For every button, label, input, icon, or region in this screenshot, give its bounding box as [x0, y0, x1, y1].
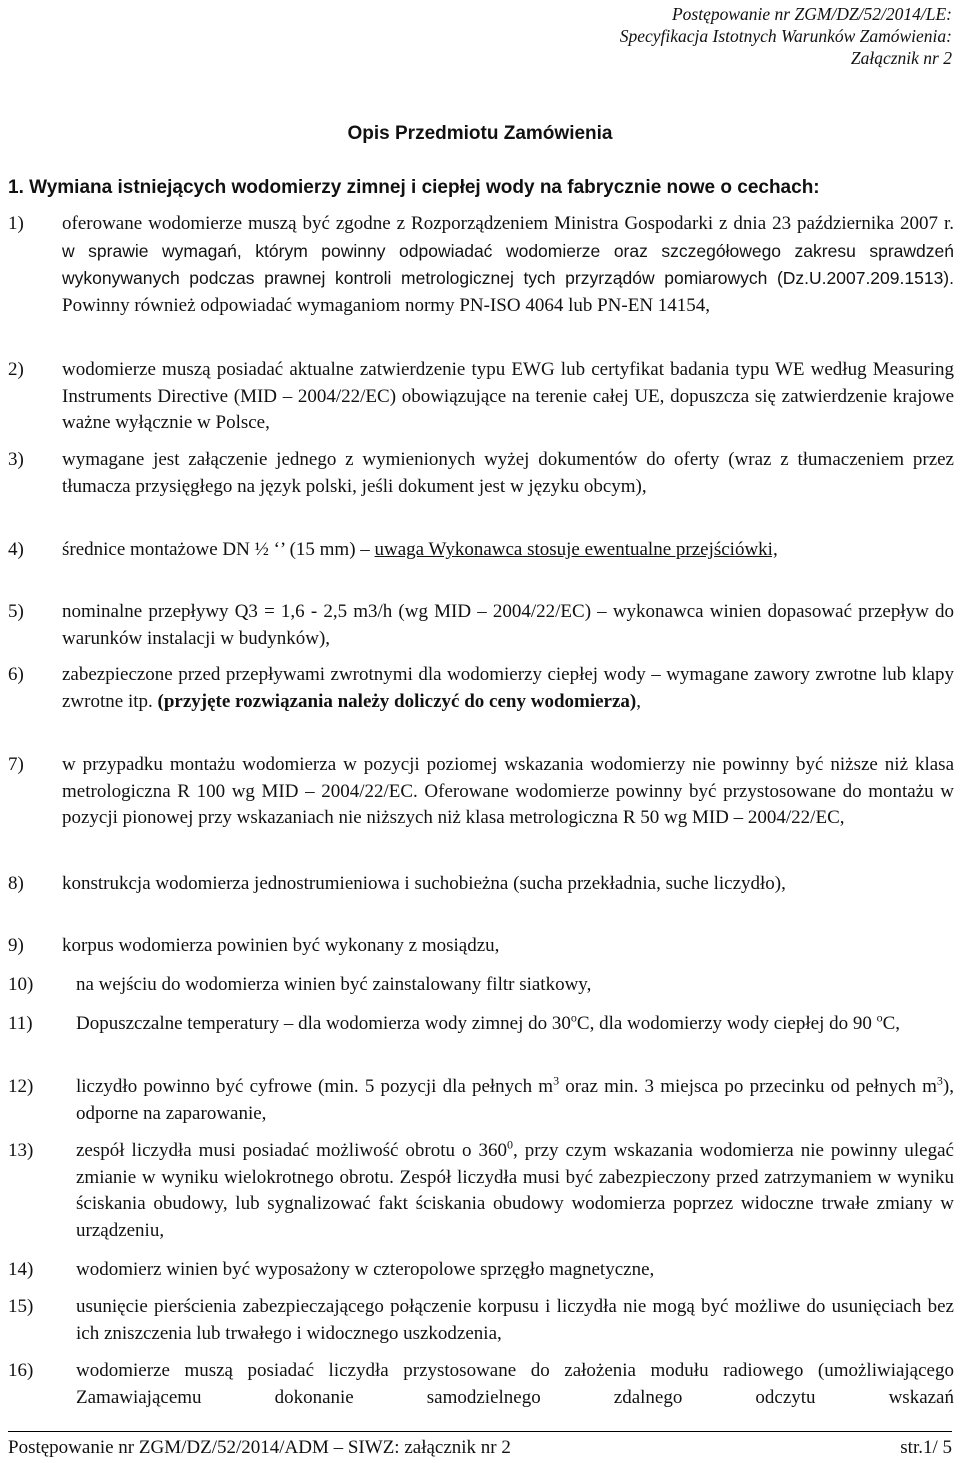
list-item-4: [8, 537, 954, 564]
item-text: liczydło powinno być cyfrowe (min. 5 pozycji dla pełnych $m^3$ oraz min. 3 miejsca po przecinku od pełnych $m^3$), odporne na zaparowanie,: [76, 1073, 954, 1124]
item-number: 15): [8, 1296, 34, 1317]
list-item-5: [8, 599, 954, 652]
item-text: korpus wodomierza powinien być wykonany z mosiądzu,: [62, 935, 500, 956]
item-text: zespół liczydła musi posiadać możliwość obrotu o $360^0$, przy czym wskazania wodomierza nie powinny ulegać zmianie w wyniku wielokrotnego obrotu. Zespół liczydła musi być zabezpieczony przed zatrzymaniem w wyniku ściskania obudowy, lub sygnalizować fakt ściskania obudowy wodomierza poprzez widoczne trwałe zmiany w urządzeniu,: [76, 1137, 954, 1241]
item-number: 14): [8, 1259, 34, 1280]
item-number: 6): [8, 664, 24, 685]
item-text: wodomierz winien być wyposażony w czteropolowe sprzęgło magnetyczne,: [76, 1259, 655, 1280]
page-header: [620, 3, 952, 69]
item-number: 11): [8, 1013, 33, 1034]
item-text: Dopuszczalne temperatury – dla wodomierza wody zimnej do 30$^o$C, dla wodomierzy wody ciepłej do 90 $^o$C,: [76, 1010, 901, 1034]
item-number: 13): [8, 1140, 34, 1161]
item-text: w przypadku montażu wodomierza w pozycji poziomej wskazania wodomierzy nie powinny być niższe niż klasa metrologiczna R 100 wg MID – 2004/22/EC. Oferowane wodomierze powinny być przystosowane do montażu w pozycji pionowej przy wskazaniach nie niższych niż klasa metrologiczna R 50 wg MID – 2004/22/EC,: [62, 754, 954, 828]
item-number: 10): [8, 974, 34, 995]
list-item-1: [8, 211, 954, 319]
list-item-10: [8, 972, 954, 999]
item-number: 12): [8, 1076, 34, 1097]
item-text: wodomierze muszą posiadać aktualne zatwierdzenie typu EWG lub certyfikat badania typu WE według Measuring Instruments Directive (MID – 2004/22/EC) obowiązujące na terenie całej UE, dopuszcza się zatwierdzenie krajowe ważne wyłącznie w Polsce,: [62, 359, 954, 433]
item-number: 9): [8, 935, 24, 956]
footer-reference: Postępowanie nr ZGM/DZ/52/2014/ADM – SIWZ: załącznik nr 2: [8, 1437, 511, 1458]
item-text: konstrukcja wodomierza jednostrumieniowa i suchobieżna (sucha przekładnia, suche liczydło),: [62, 873, 786, 894]
item-number: 2): [8, 359, 24, 380]
list-item-6: [8, 662, 954, 715]
item-text: wymagane jest załączenie jednego z wymienionych wyżej dokumentów do oferty (wraz z tłumaczeniem przez tłumacza przysięgłego na język polski, jeśli dokument jest w języku obcym),: [62, 449, 954, 497]
list-item-9: [8, 933, 954, 960]
item-number: 3): [8, 449, 24, 470]
item-text: usunięcie pierścienia zabezpieczającego połączenie korpusu i liczydła nie mogą być możliwe do usunięciach bez ich zniszczenia lub trwałego i widocznego uszkodzenia,: [76, 1296, 954, 1344]
item-text: nominalne przepływy Q3 = 1,6 - 2,5 m3/h (wg MID – 2004/22/EC) – wykonawca winien dopasować przepływ do warunków instalacji w budynków),: [62, 601, 954, 649]
item-text: zabezpieczone przed przepływami zwrotnymi dla wodomierzy ciepłej wody – wymagane zawory zwrotne lub klapy zwrotne itp. (przyjęte rozwiązania należy doliczyć do ceny wodomierza),: [62, 664, 954, 712]
list-item-2: [8, 357, 954, 437]
list-item-3: [8, 447, 954, 500]
item-number: 16): [8, 1360, 34, 1381]
list-item-13: [8, 1138, 954, 1244]
header-line-2: Specyfikacja Istotnych Warunków Zamówienia:: [619, 26, 952, 46]
document-title: Opis Przedmiotu Zamówienia: [347, 123, 613, 144]
item-number: 1): [8, 213, 24, 234]
list-item-8: [8, 871, 954, 898]
item-text: średnice montażowe DN ½ ‘’ (15 mm) – uwaga Wykonawca stosuje ewentualne przejściówki,: [62, 539, 778, 560]
list-item-12: [8, 1074, 954, 1127]
item-number: 8): [8, 873, 24, 894]
list-item-16: [8, 1358, 954, 1411]
header-line-3: Załącznik nr 2: [850, 48, 952, 68]
bold-note: (przyjęte rozwiązania należy doliczyć do ceny wodomierza): [157, 690, 637, 712]
list-item-14: [8, 1257, 954, 1284]
item-number: 4): [8, 539, 24, 560]
page-number: str.1/ 5: [900, 1437, 952, 1458]
item-text: wodomierze muszą posiadać liczydła przystosowane do założenia modułu radiowego (umożliwiającego Zamawiającemu dokonanie samodzielnego zdalnego odczytu wskazań: [76, 1360, 954, 1408]
list-item-11: [8, 1011, 954, 1038]
footer-divider: [8, 1431, 952, 1432]
item-text: oferowane wodomierze muszą być zgodne z Rozporządzeniem Ministra Gospodarki z dnia 23 października 2007 r. w sprawie wymagań, którym powinny odpowiadać wodomierze oraz szczegółowego zakresu sprawdzeń wykonywanych podczas prawnej kontroli metrologicznej tych przyrządów pomiarowych (Dz.U.2007.209.1513). Powinny również odpowiadać wymaganiom normy PN-ISO 4064 lub PN-EN 14154,: [62, 213, 954, 316]
section-heading: 1. Wymiana istniejących wodomierzy zimnej i ciepłej wody na fabrycznie nowe o cechach:: [8, 177, 820, 198]
item-text: na wejściu do wodomierza winien być zainstalowany filtr siatkowy,: [76, 974, 592, 995]
list-item-15: [8, 1294, 954, 1347]
list-item-7: [8, 752, 954, 832]
item-number: 7): [8, 754, 24, 775]
underlined-note: uwaga Wykonawca stosuje ewentualne przejściówki,: [374, 539, 778, 560]
item-number: 5): [8, 601, 24, 622]
header-line-1: Postępowanie nr ZGM/DZ/52/2014/LE:: [671, 4, 952, 24]
